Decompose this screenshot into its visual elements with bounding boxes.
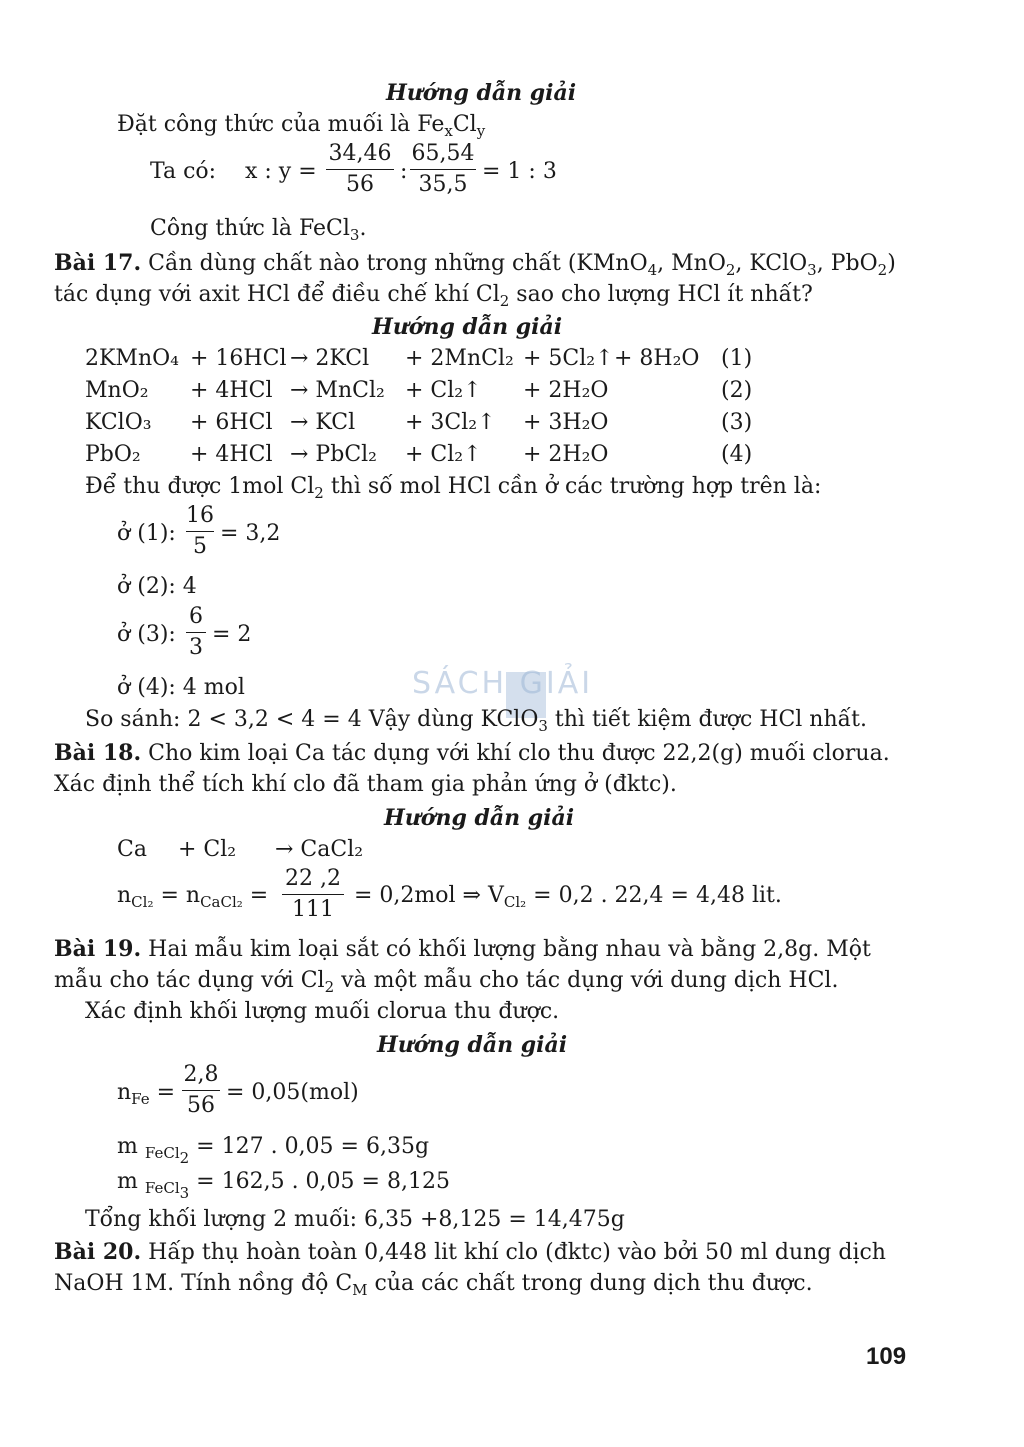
eq-product-3: + 2H₂O [523,442,609,467]
text-fragment: Công thức là FeCl [150,216,350,241]
subscript: 3 [179,1184,190,1202]
eq-product-2: + 2MnCl₂ [405,346,514,371]
case-1-fraction [186,503,214,560]
problem-label: Bài 20. [54,1239,142,1265]
eq-number: (3) [721,410,753,435]
fraction-numerator: 2,8 [183,1062,219,1087]
eq-reactant: 2KMnO₄ [85,346,179,371]
hcl-intro-line [85,473,821,501]
subscript [144,1144,190,1167]
problem-label: Bài 18. [54,740,142,766]
ratio-xy: x : y = [245,159,317,184]
text-fragment: ) [887,251,896,276]
text-fragment: Đặt công thức của muối là Fe [117,112,445,137]
reaction-cacl2: → CaCl₂ [275,837,364,862]
eq-product-2: + 3Cl₂↑ [405,410,496,435]
text-fragment: n [185,883,201,908]
text-fragment: và một mẫu cho tác dụng với dung dịch HCl. [334,968,839,993]
problem-18-line-2: Xác định thể tích khí clo đã tham gia phản ứng ở (đktc). [54,772,677,797]
eq-acid: + 4HCl [190,378,273,403]
case-3-label: ở (3): [117,622,176,647]
solution-heading-18: Hướng dẫn giải [384,805,575,831]
eq-reactant: KClO₃ [85,410,152,435]
case-2: ở (2): 4 [117,574,197,599]
subscript: 2 [499,292,510,310]
page-number: 109 [866,1343,907,1370]
eq-product-1: → MnCl₂ [290,378,385,403]
fraction-denominator: 5 [193,534,207,559]
fraction-denominator: 56 [346,172,374,197]
ratio-colon: : [400,159,408,184]
text-fragment: = [156,1080,176,1105]
mole-result [354,882,782,910]
problem-19-line-3: Xác định khối lượng muối clorua thu được. [85,999,560,1024]
solution-heading-1: Hướng dẫn giải [386,80,577,106]
text-fragment: = 0,2 . 22,4 = 4,48 lit. [526,883,782,908]
fe-moles-result: = 0,05(mol) [226,1080,359,1105]
text-fragment: = [249,883,269,908]
subscript: 2 [324,978,335,996]
subscript: Fe [131,1090,150,1108]
text-fragment: , PbO [816,251,878,276]
eq-number: (2) [721,378,753,403]
text-fragment: m [117,1134,138,1159]
eq-product-3: + 5Cl₂↑ [523,346,614,371]
mass-fecl2 [117,1133,430,1167]
solution-heading-19: Hướng dẫn giải [377,1032,568,1058]
fraction-bar [186,632,206,633]
text-fragment: Hai mẫu kim loại sắt có khối lượng bằng nhau và bằng 2,8g. Một [148,937,871,962]
eq-reactant: PbO₂ [85,442,141,467]
problem-20-line-1 [54,1238,886,1267]
fraction-bar [282,894,344,895]
fraction-numerator: 65,54 [411,141,475,166]
eq-product-1: → KCl [290,410,356,435]
text-fragment: . [359,216,367,241]
text-fragment: m [117,1169,138,1194]
fraction-numerator: 6 [189,604,203,629]
eq-number: (4) [721,442,753,467]
subscript [144,1179,190,1202]
text-fragment: So sánh: 2 < 3,2 < 4 = 4 Vậy dùng KClO [85,707,539,732]
fraction-bar [182,1090,220,1091]
problem-label: Bài 19. [54,936,142,962]
subscript: 3 [807,261,817,279]
subscript: x [444,122,453,140]
text-fragment: = 0,2mol ⇒ V [354,883,504,908]
subscript: 2 [877,261,888,279]
subscript: Cl₂ [131,893,154,911]
fraction-numerator: 22 ,2 [285,866,341,891]
subscript: CaCl₂ [200,893,243,911]
text-fragment: Hấp thụ hoàn toàn 0,448 lit khí clo (đktc) vào bởi 50 ml dung dịch [148,1240,886,1265]
case-1-label: ở (1): [117,521,176,546]
eq-number: (1) [721,346,753,371]
subscript: 2 [725,261,736,279]
fe-moles-lhs [117,1079,175,1107]
total-mass: Tổng khối lượng 2 muối: 6,35 +8,125 = 14,475g [85,1207,625,1232]
text-fragment: Để thu được 1mol Cl [85,474,315,499]
problem-label: Bài 17. [54,250,142,276]
eq-acid: + 6HCl [190,410,273,435]
text-fragment: FeCl [144,1179,180,1197]
problem-17-line-2 [54,281,813,309]
case-4: ở (4): 4 mol [117,675,245,700]
text-fragment: thì tiết kiệm được HCl nhất. [547,707,867,732]
subscript: 4 [647,261,658,279]
text-fragment: Cl [452,112,477,137]
text-fragment: = 162,5 . 0,05 = 8,125 [196,1169,450,1194]
text-fragment: FeCl [144,1144,180,1162]
comparison-line [85,706,867,734]
fraction-denominator: 3 [189,635,203,660]
mole-equation-lhs [117,882,268,910]
subscript: Cl₂ [503,893,527,911]
text-fragment: mẫu cho tác dụng với Cl [54,968,325,993]
text-fragment: của các chất trong dung dịch thu được. [367,1271,813,1296]
fraction-fe [326,141,394,198]
text-fragment: = 127 . 0,05 = 6,35g [196,1134,430,1159]
eq-acid: + 4HCl [190,442,273,467]
watermark: SÁCH GIẢI [412,666,594,701]
case-3-result: = 2 [212,622,252,647]
text-fragment: tác dụng với axit HCl để điều chế khí Cl [54,282,500,307]
fraction-numerator: 16 [186,503,214,528]
subscript: 3 [349,226,360,244]
text-fragment: = [160,883,179,908]
reaction-cl2: + Cl₂ [178,837,237,862]
fraction-numerator: 34,46 [328,141,392,166]
text-fragment: Cho kim loại Ca tác dụng với khí clo thu được 22,2(g) muối clorua. [148,741,890,766]
fraction-bar [410,169,476,170]
eq-product-2: + Cl₂↑ [405,378,482,403]
case-1-result: = 3,2 [220,521,281,546]
fraction-denominator: 111 [292,897,334,922]
text-fragment: thì số mol HCl cần ở các trường hợp trên là: [323,474,822,499]
formula-setup-line [117,111,485,139]
text-fragment: , KClO [735,251,808,276]
formula-result-line [150,215,366,243]
fraction-denominator: 35,5 [418,172,468,197]
problem-17-line-1 [54,249,896,278]
text-fragment: n [117,883,132,908]
problem-19-line-1 [54,935,871,964]
subscript: M [352,1281,368,1299]
eq-product-4: + 8H₂O [614,346,700,371]
problem-19-line-2 [54,967,838,995]
reaction-ca: Ca [117,837,147,862]
text-fragment: sao cho lượng HCl ít nhất? [509,282,813,307]
solution-heading-17: Hướng dẫn giải [372,314,563,340]
fraction-denominator: 56 [187,1093,215,1118]
subscript: 3 [538,717,548,735]
text-fragment: NaOH 1M. Tính nồng độ C [54,1271,353,1296]
text-fragment: Cần dùng chất nào trong những chất (KMnO [148,251,648,276]
eq-acid: + 16HCl [190,346,287,371]
ratio-result: = 1 : 3 [482,159,557,184]
eq-product-1: → 2KCl [290,346,370,371]
text-fragment: n [117,1080,132,1105]
eq-product-1: → PbCl₂ [290,442,378,467]
eq-product-3: + 3H₂O [523,410,609,435]
text-fragment: , MnO [657,251,726,276]
mass-fecl3 [117,1168,450,1202]
eq-product-3: + 2H₂O [523,378,609,403]
subscript: y [476,122,486,140]
subscript: 2 [314,484,324,502]
fraction-bar [186,531,214,532]
fraction-cl [410,141,476,198]
problem-20-line-2 [54,1270,813,1298]
eq-reactant: MnO₂ [85,378,149,403]
eq-product-2: + Cl₂↑ [405,442,482,467]
ratio-label: Ta có: [150,159,217,184]
subscript: 2 [179,1149,190,1167]
mole-fraction [282,866,344,923]
case-3-fraction [186,604,206,661]
fraction-bar [326,169,394,170]
fe-moles-fraction [182,1062,220,1119]
problem-18-line-1 [54,739,890,768]
